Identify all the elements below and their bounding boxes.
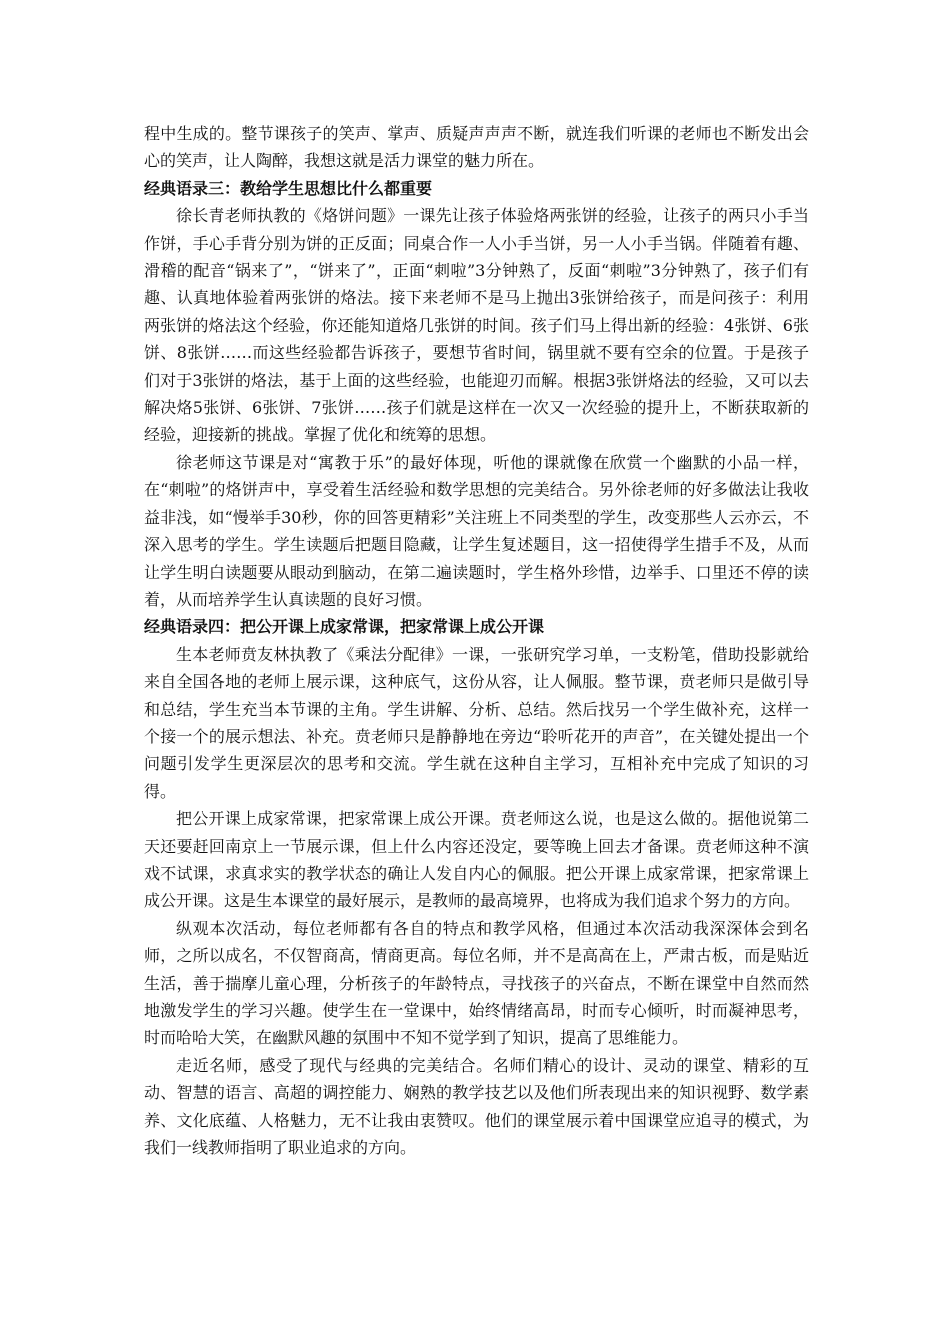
paragraph-open-class: 把公开课上成家常课，把家常课上成公开课。贲老师这么说，也是这么做的。据他说第二天还要赶回南京上一节展示课，但上什么内容还没定，要等晚上回去才备课。贲老师这种不演戏不试课，求真求实的教学状态的确让人发自内心的佩服。把公开课上成家常课，把家常课上成公开课。这是生本课堂的最好展示，是教师的最高境界，也将成为我们追求个努力的方向。 <box>144 809 809 911</box>
document-page <box>144 120 809 1161</box>
paragraph-pancake-lesson: 徐长青老师执教的《烙饼问题》一课先让孩子体验烙两张饼的经验，让孩子的两只小手当作饼，手心手背分别为饼的正反面；同桌合作一人小手当饼，另一人小手当锅。伴随着有趣、滑稽的配音“锅来了”，“饼来了”，正面“刺啦”3分钟熟了，反面“刺啦”3分钟熟了，孩子们有趣、认真地体验着两张饼的烙法。接下来老师不是马上抛出3张饼给孩子，而是问孩子：利用两张饼的烙法这个经验，你还能知道烙几张饼的时间。孩子们马上得出新的经验：4张饼、6张饼、8张饼……而这些经验都告诉孩子，要想节省时间，锅里就不要有空余的位置。于是孩子们对于3张饼的烙法，基于上面的这些经验，也能迎刃而解。根据3张饼烙法的经验，又可以去解决烙5张饼、6张饼、7张饼……孩子们就是这样在一次又一次经验的提升上，不断获取新的经验，迎接新的挑战。掌握了优化和统筹的思想。 <box>144 206 809 445</box>
paragraph-intro: 程中生成的。整节课孩子的笑声、掌声、质疑声声声不断，就连我们听课的老师也不断发出会心的笑声，让人陶醉，我想这就是活力课堂的魅力所在。 <box>144 124 809 171</box>
heading-quote-four: 经典语录四：把公开课上成家常课，把家常课上成公开课 <box>144 617 545 637</box>
paragraph-summary: 纵观本次活动，每位老师都有各自的特点和教学风格，但通过本次活动我深深体会到名师，之所以成名，不仅智商高，情商更高。每位名师，并不是高高在上，严肃古板，而是贴近生活，善于揣摩儿童心理，分析孩子的年龄特点，寻找孩子的兴奋点，不断在课堂中自然而然地激发学生的学习兴趣。使学生在一堂课中，始终情绪高昂，时而专心倾听，时而凝神思考，时而哈哈大笑，在幽默风趣的氛围中不知不觉学到了知识，提高了思维能力。 <box>144 918 809 1048</box>
paragraph-distributive-law: 生本老师贲友林执教了《乘法分配律》一课，一张研究学习单，一支粉笔，借助投影就给来自全国各地的老师上展示课，这种底气，这份从容，让人佩服。整节课，贲老师只是做引导和总结，学生充当本节课的主角。学生讲解、分析、总结。然后找另一个学生做补充，这样一个接一个的展示想法、补充。贲老师只是静静地在旁边“聆听花开的声音”，在关键处提出一个问题引发学生更深层次的思考和交流。学生就在这种自主学习，互相补充中完成了知识的习得。 <box>144 644 809 801</box>
heading-quote-three: 经典语录三：教给学生思想比什么都重要 <box>144 178 433 198</box>
paragraph-conclusion: 走近名师，感受了现代与经典的完美结合。名师们精心的设计、灵动的课堂、精彩的互动、智慧的语言、高超的调控能力、娴熟的教学技艺以及他们所表现出来的知识视野、数学素养、文化底蕴、人格魅力，无不让我由衷赞叹。他们的课堂展示着中国课堂应追寻的模式，为我们一线教师指明了职业追求的方向。 <box>144 1055 809 1158</box>
paragraph-xu-teacher: 徐老师这节课是对“寓教于乐”的最好体现，听他的课就像在欣赏一个幽默的小品一样，在“刺啦”的烙饼声中，享受着生活经验和数学思想的完美结合。另外徐老师的好多做法让我收益非浅，如“慢举手30秒，你的回答更精彩”关注班上不同类型的学生，改变那些人云亦云，不深入思考的学生。学生读题后把题目隐藏，让学生复述题目，这一招使得学生措手不及，从而让学生明白读题要从眼动到脑动，在第二遍读题时，学生格外珍惜，边举手、口里还不停的读着，从而培养学生认真读题的良好习惯。 <box>144 452 809 609</box>
